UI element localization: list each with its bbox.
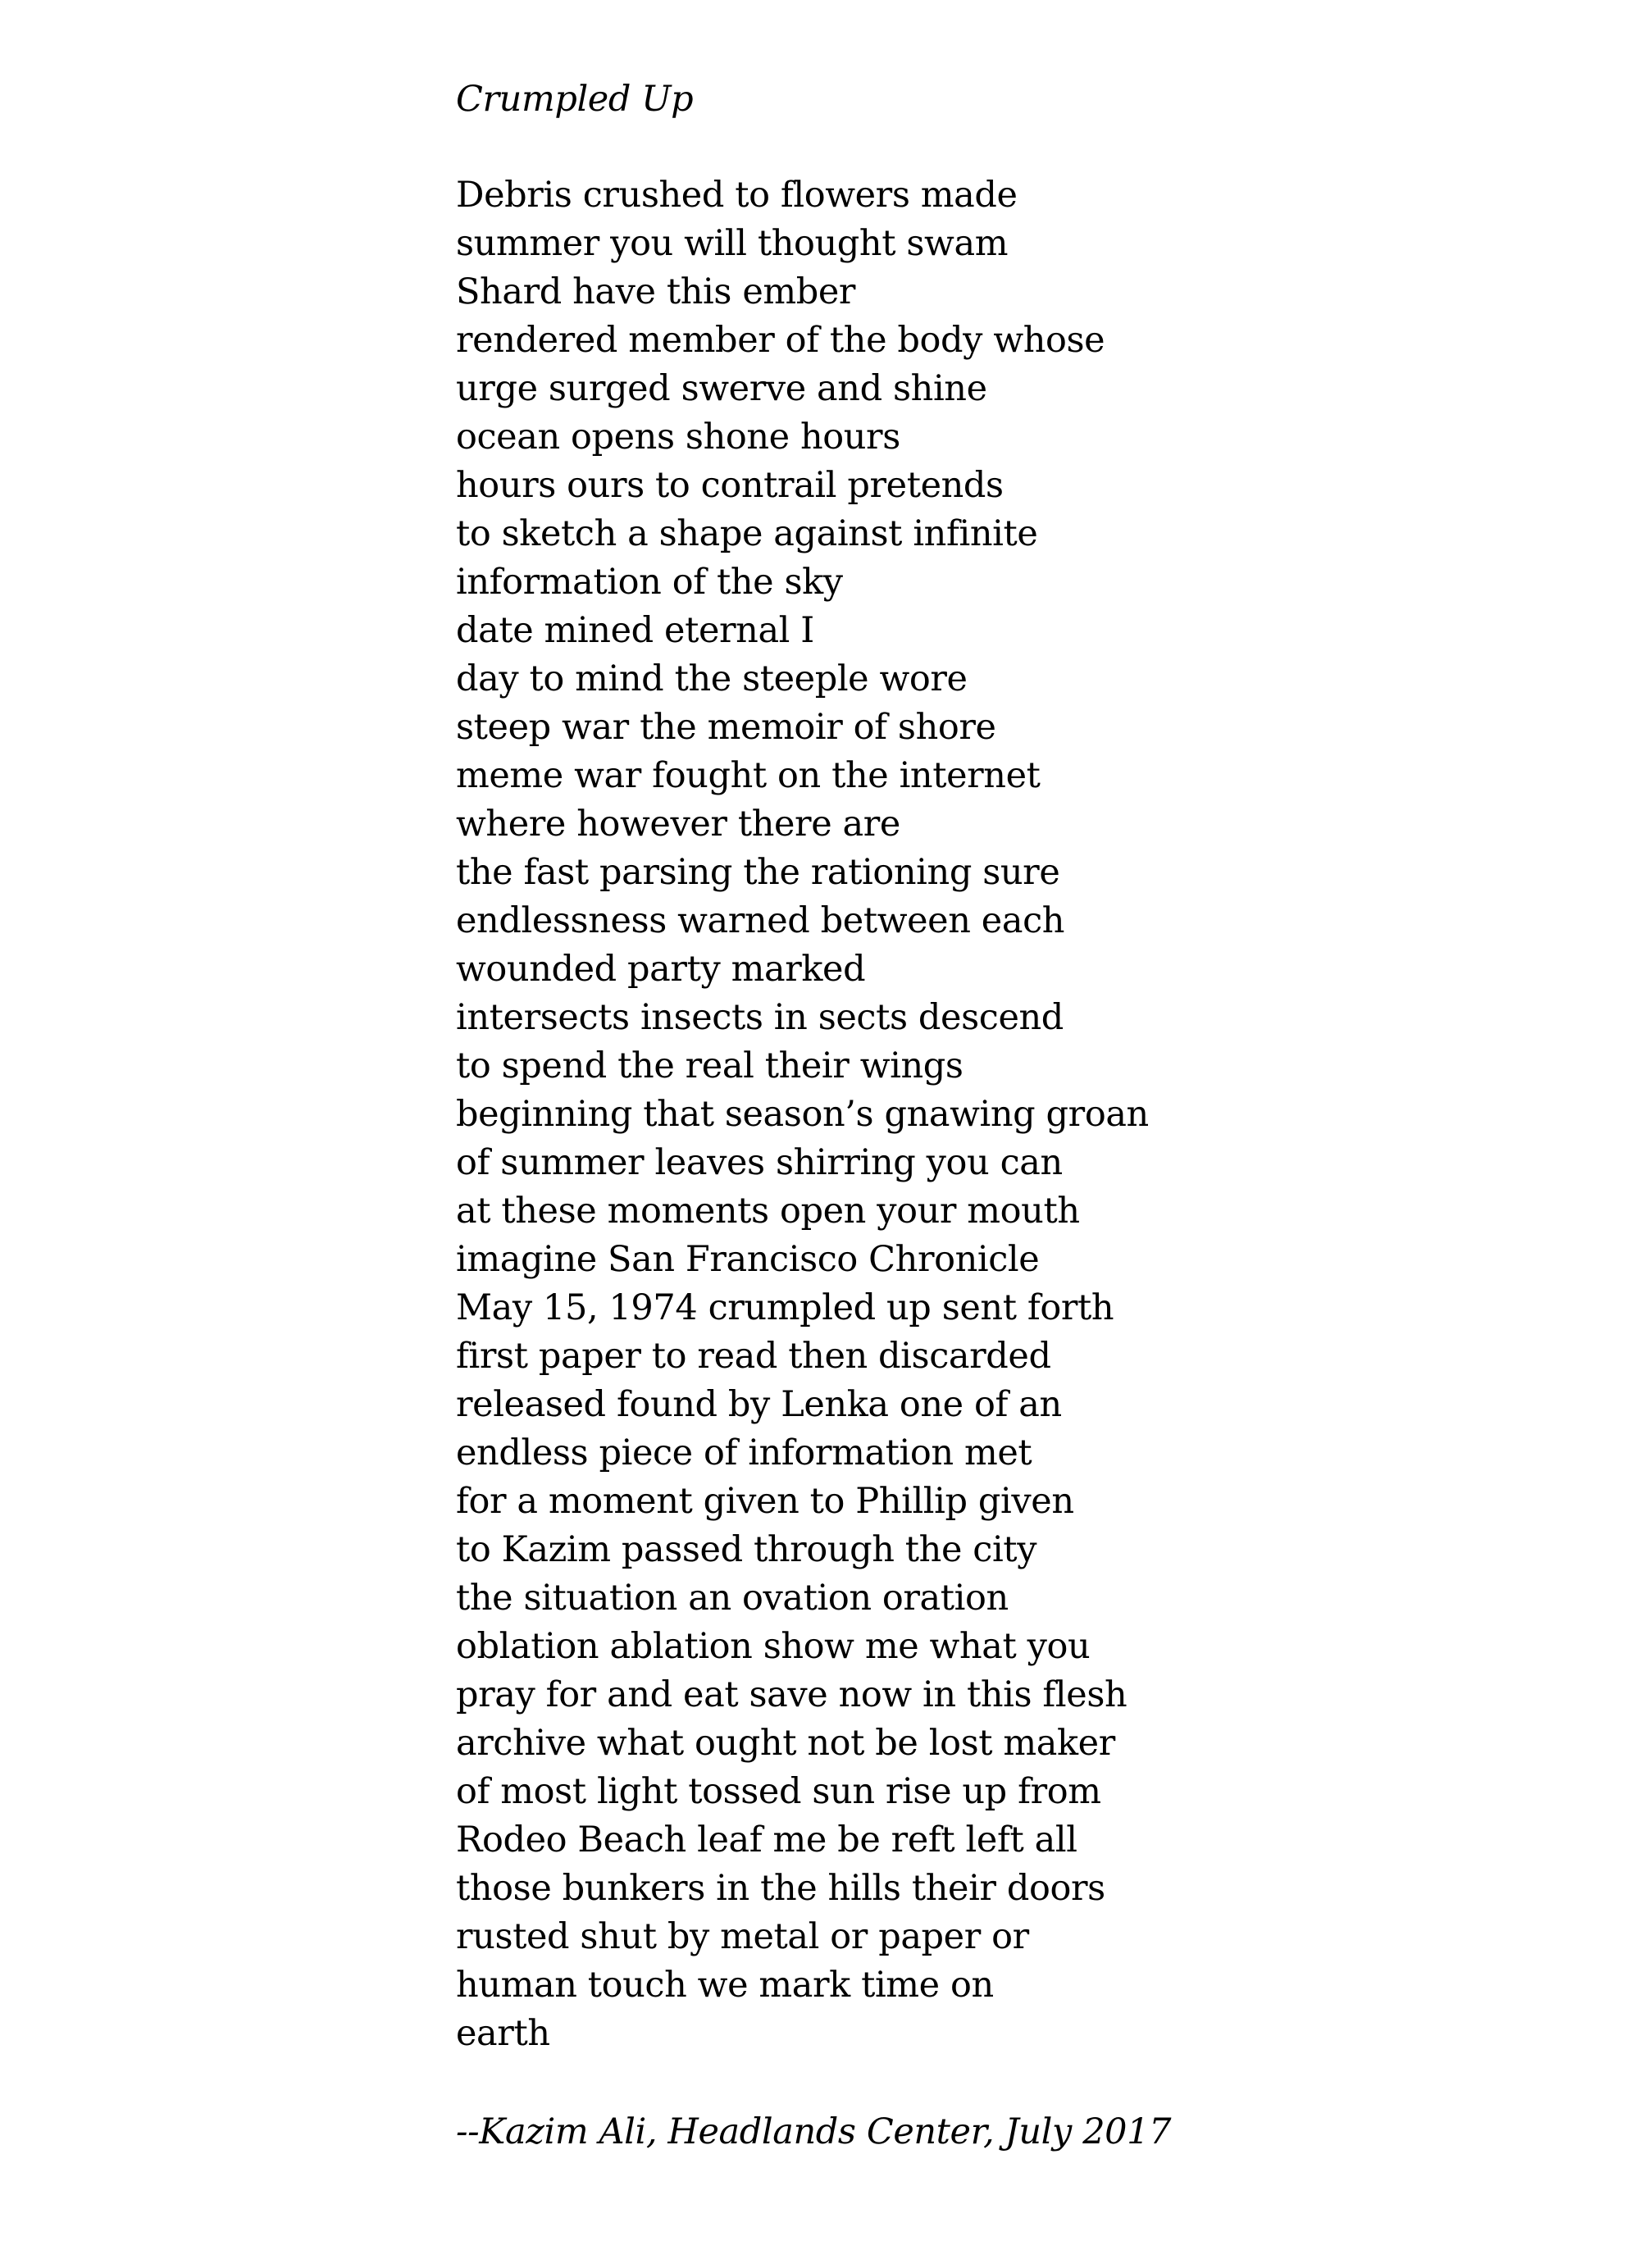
poem-line: summer you will thought swam bbox=[456, 223, 1009, 264]
poem-line: first paper to read then discarded bbox=[456, 1336, 1051, 1377]
poem-line: wounded party marked bbox=[456, 949, 866, 990]
poem-line: beginning that season’s gnawing groan bbox=[456, 1094, 1149, 1135]
poem-line: rendered member of the body whose bbox=[456, 320, 1105, 361]
poem-line: archive what ought not be lost maker bbox=[456, 1723, 1115, 1764]
poem-line: at these moments open your mouth bbox=[456, 1191, 1080, 1232]
poem-line: steep war the memoir of shore bbox=[456, 707, 996, 748]
poem-line: human touch we mark time on bbox=[456, 1965, 994, 2006]
poem-line: ocean opens shone hours bbox=[456, 417, 900, 458]
poem-line: for a moment given to Phillip given bbox=[456, 1481, 1074, 1522]
stanza-gap bbox=[456, 124, 1588, 171]
poem-line: the fast parsing the rationing sure bbox=[456, 852, 1060, 893]
poem-lines bbox=[456, 171, 1588, 2058]
poem-line: the situation an ovation oration bbox=[456, 1578, 1009, 1619]
poem-line: intersects insects in sects descend bbox=[456, 997, 1064, 1038]
poem-line: of most light tossed sun rise up from bbox=[456, 1771, 1101, 1812]
poem-line: where however there are bbox=[456, 804, 900, 845]
poem-line: those bunkers in the hills their doors bbox=[456, 1868, 1105, 1909]
poem-line: meme war fought on the internet bbox=[456, 755, 1041, 796]
poem-line: earth bbox=[456, 2013, 550, 2054]
stanza-gap bbox=[456, 2058, 1588, 2108]
poem-line: endless piece of information met bbox=[456, 1432, 1032, 1473]
poem-line: to Kazim passed through the city bbox=[456, 1529, 1037, 1570]
poem-line: released found by Lenka one of an bbox=[456, 1384, 1062, 1425]
poem-line: oblation ablation show me what you bbox=[456, 1626, 1091, 1667]
poem-line: date mined eternal I bbox=[456, 610, 814, 651]
poem-line: day to mind the steeple wore bbox=[456, 658, 968, 699]
poem-line: of summer leaves shirring you can bbox=[456, 1142, 1063, 1183]
poem-line: to spend the real their wings bbox=[456, 1045, 963, 1086]
poem-attribution: --Kazim Ali, Headlands Center, July 2017 bbox=[456, 2111, 1172, 2152]
poem-line: Shard have this ember bbox=[456, 271, 856, 312]
poem-line: information of the sky bbox=[456, 562, 843, 603]
poem-line: Debris crushed to flowers made bbox=[456, 175, 1018, 216]
poem-line: hours ours to contrail pretends bbox=[456, 465, 1004, 506]
poem-line: imagine San Francisco Chronicle bbox=[456, 1239, 1040, 1280]
poem-line: endlessness warned between each bbox=[456, 900, 1065, 941]
poem-line: rusted shut by metal or paper or bbox=[456, 1916, 1029, 1957]
poem-line: to sketch a shape against infinite bbox=[456, 513, 1038, 554]
poem-line: May 15, 1974 crumpled up sent forth bbox=[456, 1287, 1114, 1328]
poem-line: urge surged swerve and shine bbox=[456, 368, 987, 409]
poem-title: Crumpled Up bbox=[456, 79, 694, 120]
poem-line: pray for and eat save now in this flesh bbox=[456, 1674, 1128, 1715]
poem bbox=[456, 75, 1588, 2156]
poem-line: Rodeo Beach leaf me be reft left all bbox=[456, 1819, 1077, 1860]
